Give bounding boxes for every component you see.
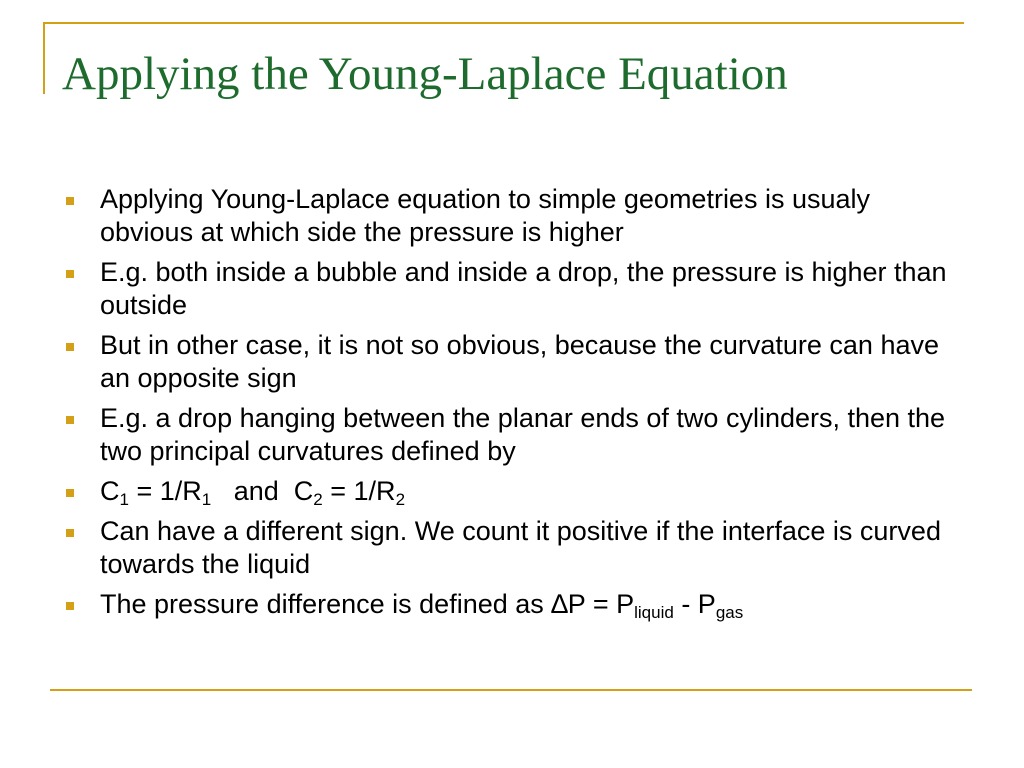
formula-conjunction: and <box>211 476 294 506</box>
bullet-text: E.g. both inside a bubble and inside a drop, the pressure is higher than outside <box>100 257 947 320</box>
bullet-text: But in other case, it is not so obvious, because the curvature can have an opposite sign <box>100 330 939 393</box>
formula-pressure: $\Delta P = P_{liquid} - P_{gas}$ <box>551 589 744 622</box>
bullet-list <box>0 183 1024 628</box>
bullet-item <box>0 402 970 468</box>
frame-top-line <box>43 22 964 24</box>
square-bullet-icon <box>66 489 74 497</box>
bullet-item <box>0 256 970 322</box>
square-bullet-icon <box>66 270 74 278</box>
bullet-item <box>0 329 970 395</box>
bullet-item <box>0 183 970 249</box>
delta-symbol: ∆ <box>551 589 568 619</box>
bullet-item-pressure <box>0 588 970 621</box>
bullet-text: Can have a different sign. We count it positive if the interface is curved towards the liquid <box>100 516 941 579</box>
square-bullet-icon <box>66 197 74 205</box>
bullet-item-curvatures <box>0 475 970 508</box>
frame-left-line <box>43 22 45 94</box>
bullet-item <box>0 515 970 581</box>
square-bullet-icon <box>66 529 74 537</box>
formula-c1: $C_1 = 1/R_1$ <box>100 476 212 509</box>
square-bullet-icon <box>66 416 74 424</box>
square-bullet-icon <box>66 602 74 610</box>
square-bullet-icon <box>66 343 74 351</box>
formula-c2: $C_2 = 1/R_2$ <box>293 476 406 509</box>
bullet-text: Applying Young-Laplace equation to simple geometries is usualy obvious at which side the pressure is higher <box>100 184 871 247</box>
frame-bottom-line <box>50 689 972 691</box>
slide-title: Applying the Young-Laplace Equation <box>62 48 788 100</box>
bullet-text: E.g. a drop hanging between the planar ends of two cylinders, then the two principal curvatures defined by <box>100 403 946 466</box>
bullet-text: The pressure difference is defined as <box>100 589 552 619</box>
